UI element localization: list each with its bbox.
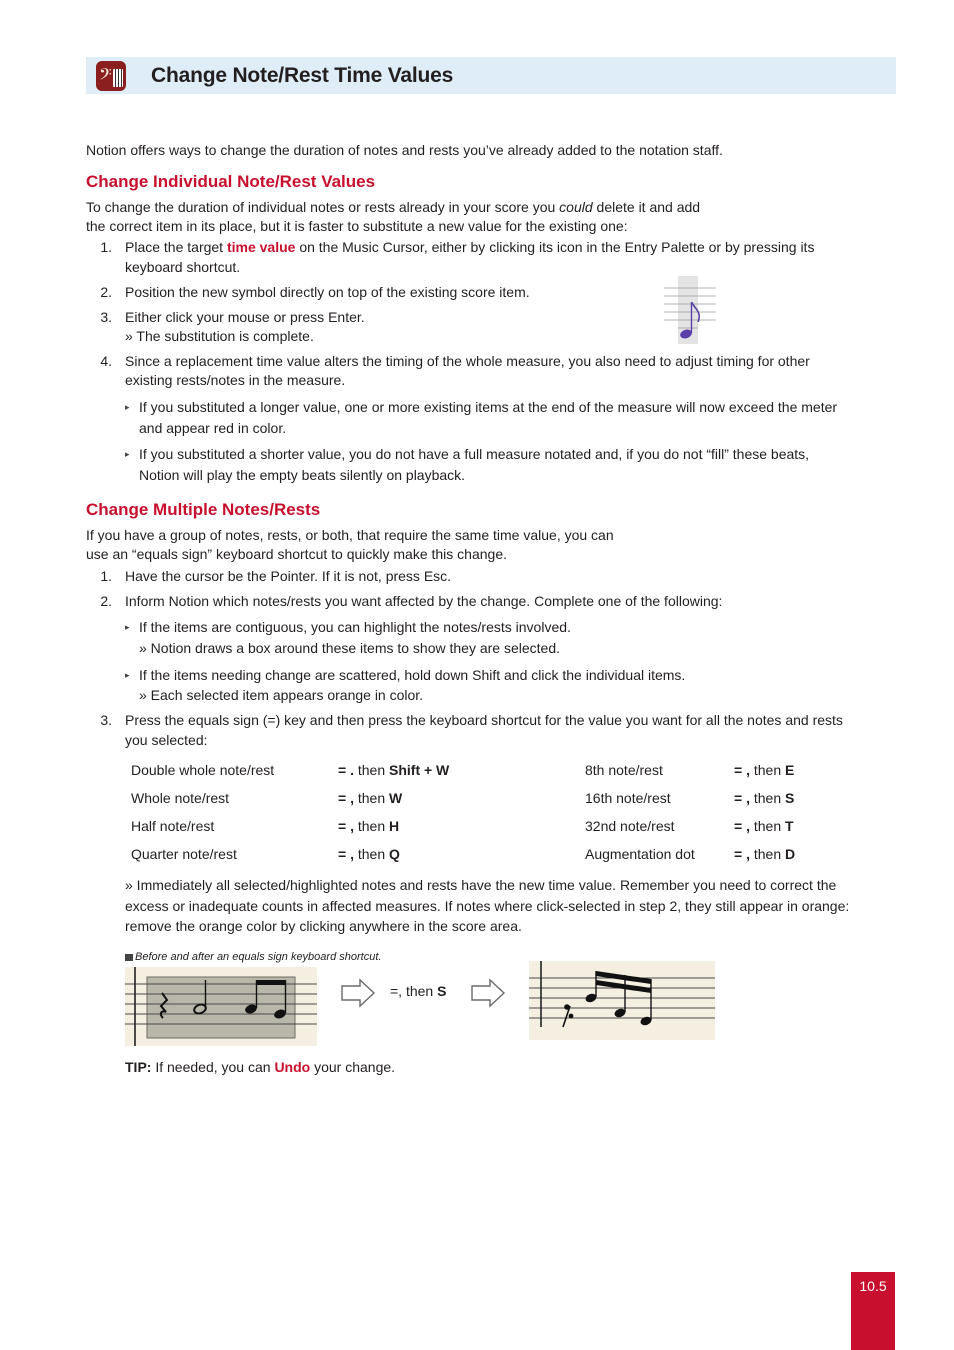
bullet-triangle-icon: ▸ [125, 402, 130, 412]
shortcut-label: Quarter note/rest [131, 846, 237, 862]
tip-line: TIP: If needed, you can Undo your change. [125, 1059, 396, 1075]
section2-step2: Inform Notion which notes/rests you want affected by the change. Complete one of the following: [125, 593, 723, 609]
step-number: 3. [100, 712, 112, 728]
camera-icon [125, 954, 133, 961]
section2-result-line2: excess or inadequate counts in affected measures. If notes where click-selected in step 2, they still appear in orange: [125, 898, 850, 914]
bullet-triangle-icon: ▸ [125, 449, 130, 459]
section2-bullet1: If the items are contiguous, you can highlight the notes/rests involved. [139, 619, 571, 635]
shortcut-label: 32nd note/rest [585, 818, 675, 834]
section2-bullet2-result: » Each selected item appears orange in color. [139, 687, 424, 703]
section-heading-individual: Change Individual Note/Rest Values [86, 172, 376, 191]
section2-result-line3: remove the orange color by clicking anywhere in the score area. [125, 918, 522, 934]
section2-paragraph-line1: If you have a group of notes, rests, or both, that require the same time value, you can [86, 527, 614, 543]
shortcut-keys: = , then W [338, 790, 403, 806]
figure-caption: Before and after an equals sign keyboard shortcut. [125, 948, 381, 967]
section1-bullet1-line2: and appear red in color. [139, 420, 287, 436]
section2-step1: Have the cursor be the Pointer. If it is not, press Esc. [125, 568, 452, 584]
step-number: 4. [100, 353, 112, 369]
shortcut-keys: = , then T [734, 818, 794, 834]
section2-result-line1: » Immediately all selected/highlighted notes and rests have the new time value. Remember you need to correct the [125, 877, 837, 893]
clef-glyph: 𝄢 [99, 64, 112, 88]
before-staff-illustration [125, 967, 317, 1046]
shortcut-label: Half note/rest [131, 818, 215, 834]
shortcut-keys: = , then D [734, 846, 796, 862]
section1-paragraph-line1: To change the duration of individual notes or rests already in your score you could delete it and add [86, 199, 701, 215]
step-number: 2. [100, 284, 112, 300]
shortcut-keys: = . then Shift + W [338, 762, 450, 778]
shortcut-keys: = , then E [734, 762, 795, 778]
section1-step4-line1: Since a replacement time value alters the timing of the whole measure, you also need to adjust timing for other [125, 353, 810, 369]
page-number-tab [851, 1272, 895, 1350]
shortcut-label: 16th note/rest [585, 790, 671, 806]
section-header [86, 57, 896, 94]
figure-shortcut-label: =, then S [390, 983, 447, 999]
intro-paragraph: Notion offers ways to change the duration of notes and rests you’ve already added to the notation staff. [86, 142, 723, 158]
section1-step3: Either click your mouse or press Enter. [125, 309, 365, 325]
shortcut-label: Augmentation dot [585, 846, 695, 862]
section2-step3-line1: Press the equals sign (=) key and then press the keyboard shortcut for the value you want for all the notes and rests [125, 712, 843, 728]
section1-paragraph-line2: the correct item in its place, but it is faster to substitute a new value for the existing one: [86, 218, 628, 234]
shortcut-keys: = , then S [734, 790, 795, 806]
piano-keys-glyph [113, 69, 123, 87]
section-heading-multiple: Change Multiple Notes/Rests [86, 500, 321, 519]
shortcut-label: Whole note/rest [131, 790, 230, 806]
right-arrow-icon [340, 978, 376, 1008]
section2-bullet2: If the items needing change are scattered, hold down Shift and click the individual items. [139, 667, 686, 683]
section2-paragraph-line2: use an “equals sign” keyboard shortcut to quickly make this change. [86, 546, 508, 562]
step-number: 1. [100, 239, 112, 255]
eighth-note-cursor-illustration [664, 276, 716, 344]
shortcut-label: Double whole note/rest [131, 762, 275, 778]
section1-step1-line2: keyboard shortcut. [125, 259, 241, 275]
step-number: 3. [100, 309, 112, 325]
section2-bullet1-result: » Notion draws a box around these items to show they are selected. [139, 640, 561, 656]
section2-step3-line2: you selected: [125, 732, 208, 748]
right-arrow-icon [470, 978, 506, 1008]
after-staff-illustration [529, 961, 715, 1040]
bullet-triangle-icon: ▸ [125, 670, 130, 680]
section1-step2: Position the new symbol directly on top of the existing score item. [125, 284, 530, 300]
section1-bullet2-line1: If you substituted a shorter value, you do not have a full measure notated and, if you do not “fill” these beats, [139, 446, 810, 462]
section1-step3-result: » The substitution is complete. [125, 328, 314, 344]
notion-app-icon [96, 61, 126, 91]
shortcut-label: 8th note/rest [585, 762, 663, 778]
section1-bullet2-line2: Notion will play the empty beats silently on playback. [139, 467, 466, 483]
page-title: Change Note/Rest Time Values [151, 64, 454, 87]
time-value-link[interactable]: time value [226, 239, 296, 255]
bullet-triangle-icon: ▸ [125, 622, 130, 632]
shortcut-keys: = , then H [338, 818, 400, 834]
step-number: 2. [100, 593, 112, 609]
step-number: 1. [100, 568, 112, 584]
page-number: 10.5 [859, 1278, 887, 1294]
section1-step4-line2: existing rests/notes in the measure. [125, 372, 346, 388]
section1-step1-line1: Place the target time value on the Music Cursor, either by clicking its icon in the Entry Palette or by pressing its [125, 239, 815, 255]
undo-link[interactable]: Undo [274, 1059, 311, 1075]
shortcut-keys: = , then Q [338, 846, 400, 862]
section1-bullet1-line1: If you substituted a longer value, one or more existing items at the end of the measure will now exceed the meter [139, 399, 838, 415]
